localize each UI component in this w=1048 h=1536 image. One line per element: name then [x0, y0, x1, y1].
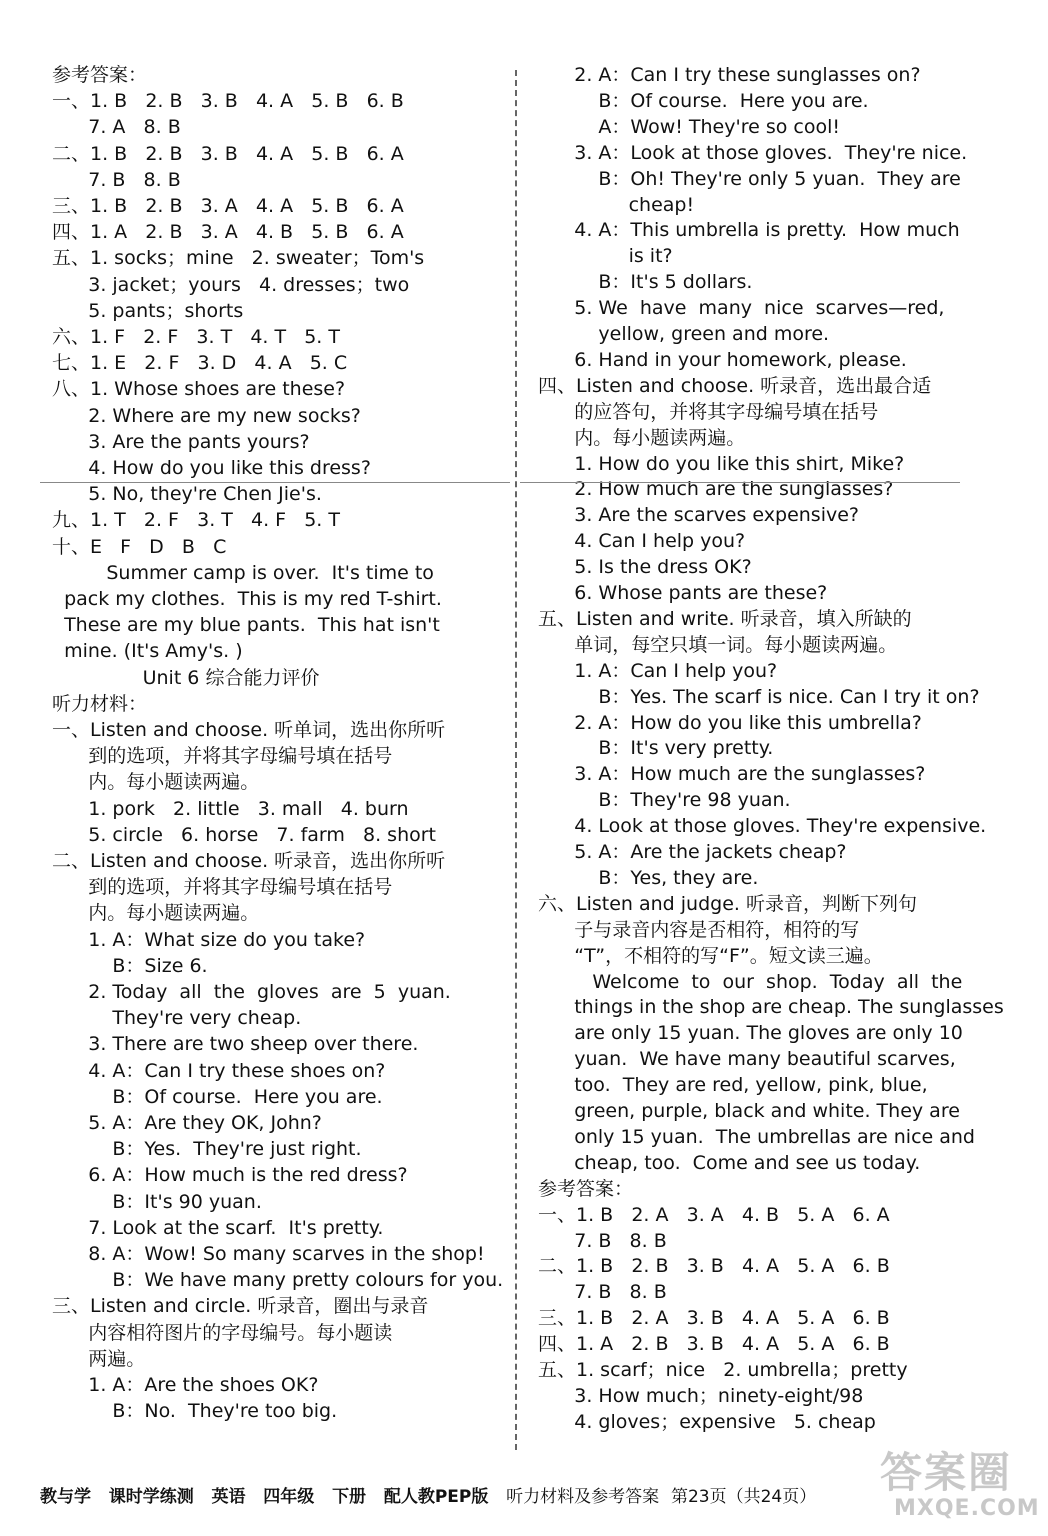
page-footer: [40, 1480, 940, 1514]
text-line: 三、1. B 2. B 3. A 4. A 5. B 6. A: [52, 195, 404, 217]
text-line: yellow, green and more.: [538, 323, 830, 345]
text-line: 听力材料：: [52, 692, 148, 715]
text-line: 7. B 8. B: [538, 1229, 667, 1252]
text-line: 1. pork 2. little 3. mall 4. burn: [52, 797, 409, 820]
text-line: 5. A：Are they OK, John?: [52, 1112, 322, 1134]
text-line: 八、1. Whose shoes are these?: [52, 378, 346, 401]
text-line: B：It's 5 dollars.: [538, 271, 753, 294]
text-line: 4. A：This umbrella is pretty. How much: [538, 219, 960, 242]
text-line: 四、Listen and choose. 听录音，选出最合适: [538, 374, 932, 397]
text-line: 二、Listen and choose. 听录音，选出你所听: [52, 850, 446, 872]
text-line: 参考答案：: [538, 1177, 634, 1200]
text-line: 一、Listen and choose. 听单词，选出你所听: [52, 719, 446, 741]
text-line: 到的选项，并将其字母编号填在括号: [52, 876, 393, 899]
text-line: 内。每小题读两遍。: [52, 771, 260, 794]
text-line: 3. A：How much are the sunglasses?: [538, 763, 926, 786]
text-line: 内。每小题读两遍。: [52, 902, 260, 925]
text-line: 六、1. F 2. F 3. T 4. T 5. T: [52, 326, 340, 348]
text-line: 四、1. A 2. B 3. A 4. B 5. B 6. A: [52, 221, 404, 244]
text-line: 7. Look at the scarf. It's pretty.: [52, 1216, 384, 1239]
text-line: 2. A：Can I try these sunglasses on?: [538, 64, 921, 86]
text-line: 到的选项，并将其字母编号填在括号: [52, 745, 393, 768]
text-line: Welcome to our shop. Today all the: [538, 970, 963, 993]
text-line: things in the shop are cheap. The sunglasses: [538, 996, 1004, 1019]
footer-page-number: 第23页（共24页）: [670, 1487, 817, 1507]
text-line: 内。每小题读两遍。: [538, 426, 746, 449]
text-line: 5. pants；shorts: [52, 299, 244, 322]
text-line: 3. A：Look at those gloves. They're nice.: [538, 141, 968, 164]
text-line: 3. There are two sheep over there.: [52, 1033, 419, 1056]
footer-grade: 四年级: [263, 1487, 315, 1507]
text-line: B：It's very pretty.: [538, 737, 774, 760]
text-line: 参考答案：: [52, 64, 148, 86]
text-line: 三、1. B 2. A 3. B 4. A 5. A 6. B: [538, 1307, 890, 1330]
footer-term: 下册: [332, 1487, 367, 1507]
text-line: 5. circle 6. horse 7. farm 8. short: [52, 823, 437, 846]
text-line: 二、1. B 2. B 3. B 4. A 5. B 6. A: [52, 142, 404, 165]
text-line: 1. A：Can I help you?: [538, 659, 778, 682]
text-line: too. They are red, yellow, pink, blue,: [538, 1074, 928, 1097]
text-line: are only 15 yuan. The gloves are only 10: [538, 1022, 963, 1045]
text-line: is it?: [538, 245, 673, 268]
text-line: 3. How much；ninety-eight/98: [538, 1384, 864, 1407]
text-line: B：Yes. They're just right.: [52, 1138, 362, 1161]
text-line: 两遍。: [52, 1347, 146, 1370]
watermark-line1: 答案圈: [880, 1448, 1013, 1497]
text-line: 3. Are the scarves expensive?: [538, 504, 860, 527]
watermark-line2: MXQE.COM: [894, 1496, 1040, 1521]
text-line: 5. A：Are the jackets cheap?: [538, 841, 847, 863]
text-line: 8. A：Wow! So many scarves in the shop!: [52, 1243, 485, 1265]
text-line: B：Of course. Here you are.: [538, 89, 869, 112]
text-line: 4. Can I help you?: [538, 530, 746, 553]
text-line: 6. Hand in your homework, please.: [538, 348, 907, 371]
text-line: B：They're 98 yuan.: [538, 789, 791, 812]
text-line: 1. A：What size do you take?: [52, 928, 366, 951]
footer-section: 听力材料及参考答案: [506, 1487, 660, 1507]
text-line: 4. Look at those gloves. They're expensive.: [538, 815, 987, 838]
text-line: 五、1. socks；mine 2. sweater；Tom's: [52, 247, 425, 270]
text-line: 六、Listen and judge. 听录音，判断下列句: [538, 892, 917, 915]
text-line: B：We have many pretty colours for you.: [52, 1269, 504, 1292]
text-line: B：Size 6.: [52, 954, 208, 977]
text-line: 单词，每空只填一词。每小题读两遍。: [538, 633, 898, 656]
text-line: 四、1. A 2. B 3. B 4. A 5. A 6. B: [538, 1333, 890, 1356]
text-line: 2. How much are the sunglasses?: [538, 478, 894, 501]
footer-subject: 英语: [211, 1487, 246, 1507]
text-line: 2. Where are my new socks?: [52, 404, 361, 427]
fold-line-left: [40, 482, 510, 483]
text-line: cheap, too. Come and see us today.: [538, 1151, 921, 1174]
text-line: 一、1. B 2. A 3. A 4. B 5. A 6. A: [538, 1203, 890, 1226]
text-line: 7. B 8. B: [52, 168, 181, 191]
text-line: “T”，不相符的写“F”。短文读三遍。: [538, 944, 883, 967]
text-line: 4. A：Can I try these shoes on?: [52, 1059, 386, 1082]
text-line: mine. (It's Amy's. ): [52, 640, 243, 663]
text-line: 7. B 8. B: [538, 1281, 667, 1304]
text-line: These are my blue pants. This hat isn't: [52, 614, 440, 637]
text-line: Summer camp is over. It's time to: [52, 561, 434, 584]
fold-line-right: [520, 482, 960, 483]
text-line: 2. Today all the gloves are 5 yuan.: [52, 981, 451, 1003]
column-divider: [515, 70, 517, 1450]
text-line: pack my clothes. This is my red T-shirt.: [52, 588, 442, 610]
text-line: 三、Listen and circle. 听录音，圈出与录音: [52, 1295, 429, 1318]
text-line: 5. We have many nice scarves—red,: [538, 297, 945, 320]
text-line: only 15 yuan. The umbrellas are nice and: [538, 1125, 975, 1148]
text-line: yuan. We have many beautiful scarves,: [538, 1048, 956, 1071]
text-line: B：Yes, they are.: [538, 866, 759, 889]
text-line: 五、Listen and write. 听录音，填入所缺的: [538, 607, 912, 630]
text-line: B：Oh! They're only 5 yuan. They are: [538, 167, 961, 190]
text-line: 5. No, they're Chen Jie's.: [52, 483, 322, 506]
text-line: B：No. They're too big.: [52, 1400, 338, 1423]
text-line: 十、E F D B C: [52, 535, 227, 558]
text-line: 一、1. B 2. B 3. B 4. A 5. B 6. B: [52, 90, 404, 113]
text-line: cheap!: [538, 193, 695, 216]
text-line: 3. jacket；yours 4. dresses；two: [52, 273, 410, 296]
text-line: 九、1. T 2. F 3. T 4. F 5. T: [52, 509, 340, 532]
site-watermark-logo: [880, 1440, 1040, 1530]
text-line: B：Yes. The scarf is nice. Can I try it on?: [538, 685, 980, 708]
text-line: 七、1. E 2. F 3. D 4. A 5. C: [52, 352, 348, 375]
text-line: 1. A：Are the shoes OK?: [52, 1374, 319, 1396]
text-line: 二、1. B 2. B 3. B 4. A 5. A 6. B: [538, 1255, 890, 1278]
text-line: 3. Are the pants yours?: [52, 430, 310, 453]
text-line: 6. Whose pants are these?: [538, 582, 828, 604]
text-line: 1. How do you like this shirt, Mike?: [538, 452, 905, 475]
text-line: 6. A：How much is the red dress?: [52, 1164, 408, 1187]
footer-edition: 配人教PEP版: [383, 1487, 489, 1507]
footer-series: 教与学: [40, 1487, 91, 1507]
text-line: B：Of course. Here you are.: [52, 1085, 383, 1108]
text-line: 5. Is the dress OK?: [538, 556, 752, 579]
text-line: 4. How do you like this dress?: [52, 457, 371, 479]
text-line: 子与录音内容是否相符，相符的写: [538, 918, 860, 941]
text-line: 7. A 8. B: [52, 116, 181, 139]
footer-book: 课时学练测: [108, 1487, 194, 1507]
text-line: They're very cheap.: [52, 1007, 302, 1030]
text-line: 2. A：How do you like this umbrella?: [538, 711, 922, 734]
text-line: green, purple, black and white. They are: [538, 1100, 960, 1122]
text-line: 4. gloves；expensive 5. cheap: [538, 1410, 876, 1433]
text-line: B：It's 90 yuan.: [52, 1190, 262, 1213]
text-line: 五、1. scarf；nice 2. umbrella；pretty: [538, 1359, 908, 1381]
text-line: A：Wow! They're so cool!: [538, 115, 840, 138]
text-line: 的应答句，并将其字母编号填在括号: [538, 400, 879, 423]
text-line: Unit 6 综合能力评价: [52, 666, 320, 689]
text-line: 内容相符图片的字母编号。每小题读: [52, 1321, 393, 1344]
